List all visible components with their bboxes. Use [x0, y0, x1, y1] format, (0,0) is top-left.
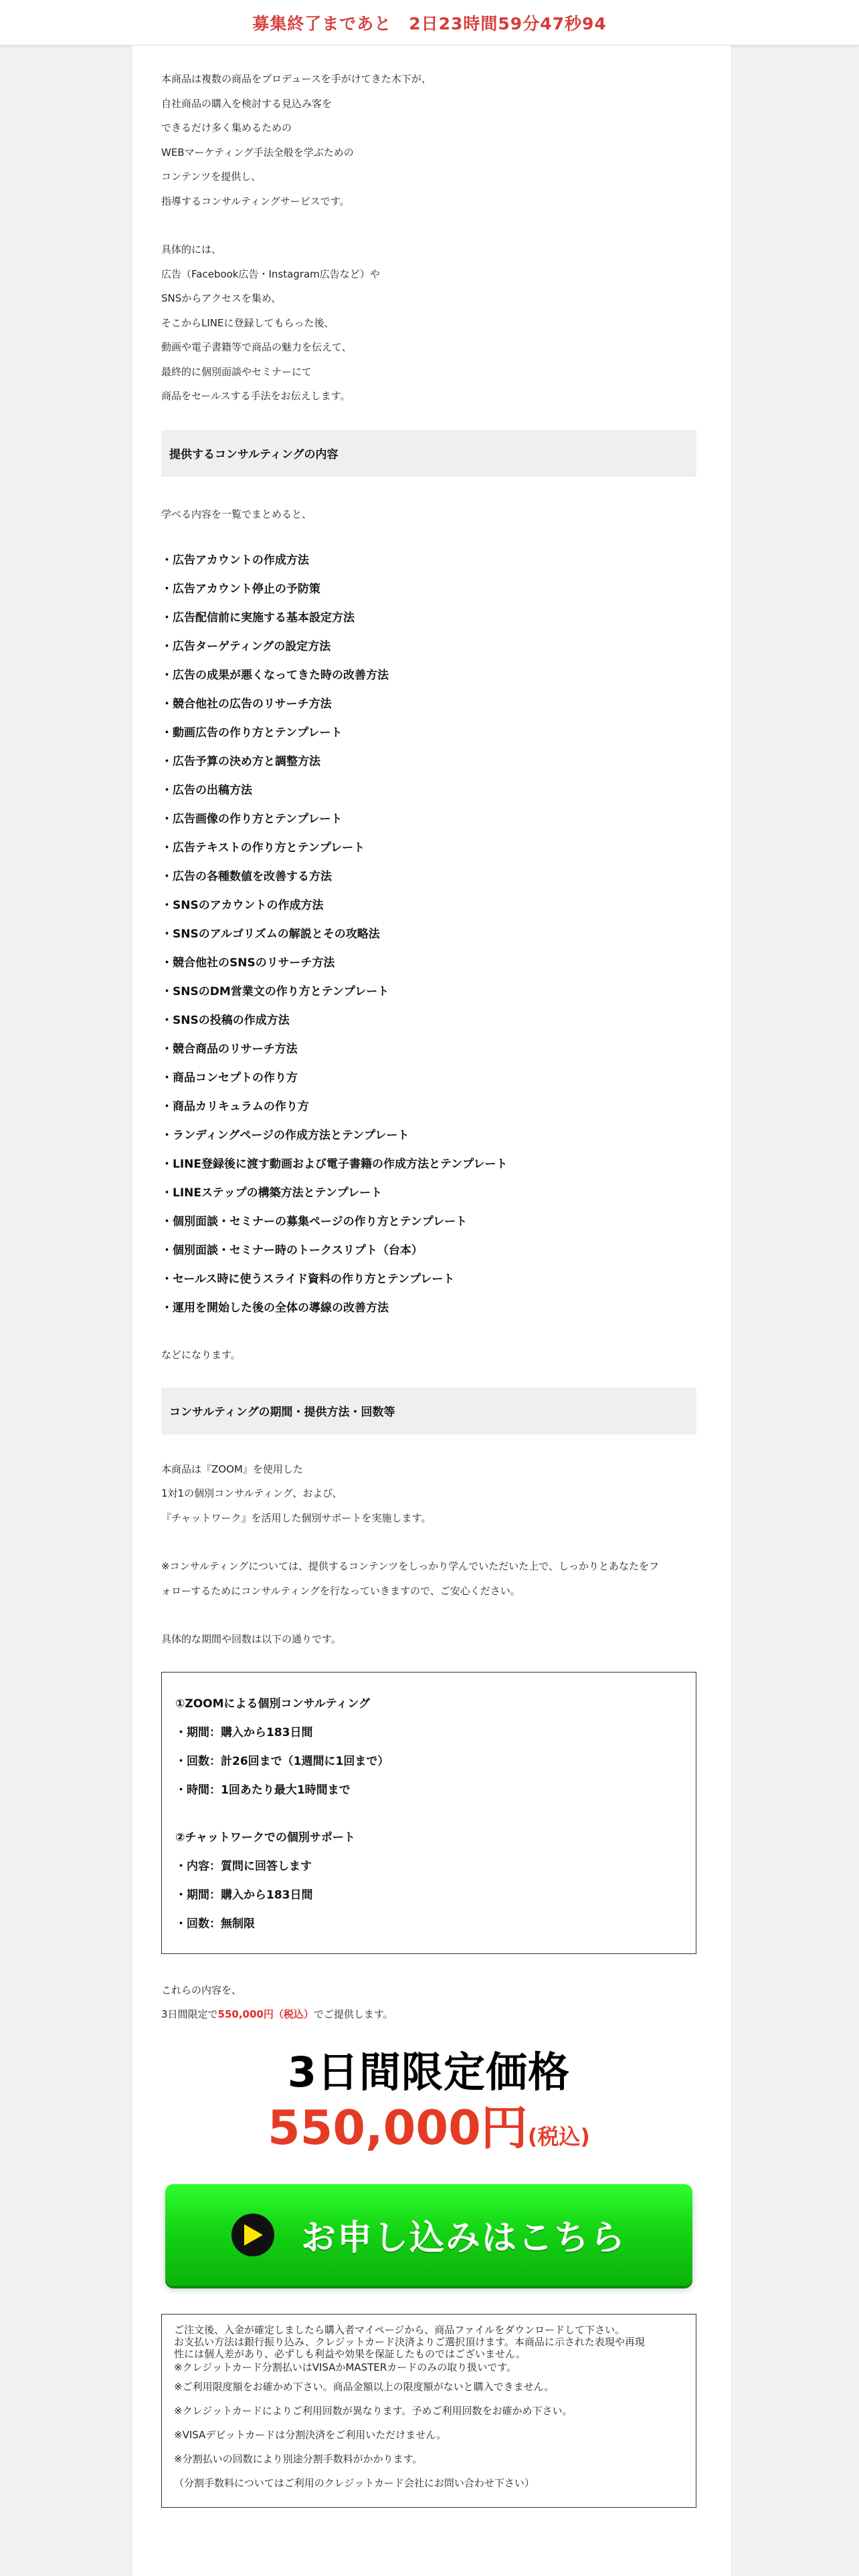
- assurance-line: ※コンサルティングについては、提供するコンテンツをしっかり学んでいただいた上で、しっかりとあなたをフ: [161, 1560, 659, 1572]
- list-item: ・SNSのアカウントの作成方法: [161, 899, 324, 912]
- details-line: 具体的には、: [161, 243, 222, 255]
- list-item: ・動画広告の作り方とテンプレート: [161, 726, 343, 740]
- countdown-timer: 2日23時間59分47秒94: [409, 13, 607, 33]
- chatwork-support-item: ・内容：質問に回答します: [175, 1859, 312, 1873]
- notes-lead-line: ご注文後、入金が確定しましたら購入者マイページから、商品ファイルをダウンロードして下さい。: [174, 2323, 626, 2336]
- list-item: ・運用を開始した後の全体の導線の改善方法: [161, 1301, 389, 1315]
- list-item: ・セールス時に使うスライド資料の作り方とテンプレート: [161, 1273, 455, 1286]
- list-item: ・広告テキストの作り方とテンプレート: [161, 841, 365, 855]
- section1-lead: 学べる内容を一覧でまとめると、: [161, 508, 312, 520]
- details-paragraph: [161, 237, 696, 409]
- list-item: ・競合他社の広告のリサーチ方法: [161, 697, 332, 711]
- offer-paragraph: [161, 1978, 696, 2027]
- chatwork-support-title: ②チャットワークでの個別サポート: [175, 1830, 355, 1844]
- notes-item: （分割手数料についてはご利用のクレジットカード会社にお問い合わせ下さい）: [174, 2476, 535, 2489]
- list-item: ・広告アカウントの作成方法: [161, 554, 309, 567]
- chatwork-support-item: ・期間：購入から183日間: [175, 1888, 313, 1902]
- intro-line: コンテンツを提供し、: [161, 171, 262, 183]
- intro-line: 指導するコンサルティングサービスです。: [161, 195, 350, 207]
- notes-item: ※クレジットカードによりご利用回数が異なります。予めご利用回数をお確かめ下さい。: [174, 2404, 573, 2417]
- list-item: ・SNSのアルゴリズムの解説とその攻略法: [161, 928, 380, 941]
- method-paragraph: [161, 1457, 696, 1531]
- apply-button[interactable]: [165, 2184, 692, 2286]
- intro-paragraph: [161, 67, 696, 213]
- countdown-bar: [0, 0, 859, 45]
- schedule-box: [161, 1672, 696, 1954]
- list-item: ・広告アカウント停止の予防策: [161, 582, 320, 596]
- details-line: 最終的に個別面談やセミナーにて: [161, 365, 312, 378]
- schedule-intro: 具体的な期間や回数は以下の通りです。: [161, 1633, 341, 1645]
- curriculum-list: [161, 546, 696, 1323]
- details-line: SNSからアクセスを集め、: [161, 292, 282, 304]
- zoom-consulting-item: ・期間：購入から183日間: [175, 1725, 313, 1739]
- assurance-line: ォローするためにコンサルティングを行なっていきますので、ご安心ください。: [161, 1584, 520, 1597]
- zoom-consulting-item: ・回数：計26回まで（1週間に1回まで）: [175, 1754, 389, 1768]
- notes-item: ※VISAデビットカードは分割決済をご利用いただけません。: [174, 2428, 447, 2441]
- price-tax: (税込): [527, 2123, 591, 2149]
- list-item: ・SNSの投稿の作成方法: [161, 1014, 290, 1027]
- notes-lead-line: お支払い方法は銀行振り込み、クレジットカード決済よりご選択頂けます。本商品に示された表現や再現: [174, 2335, 645, 2348]
- notes-item: ※分割払いの回数により別途分割手数料がかかります。: [174, 2452, 423, 2465]
- offer-suffix: でご提供します。: [313, 2008, 393, 2020]
- list-item: ・広告ターゲティングの設定方法: [161, 640, 331, 653]
- intro-line: 本商品は複数の商品をプロデュースを手がけてきた木下が、: [161, 73, 432, 85]
- play-circle-icon: [231, 2214, 274, 2256]
- section1-outro: などになります。: [161, 1349, 241, 1361]
- zoom-consulting-title: ①ZOOMによる個別コンサルティング: [175, 1697, 370, 1711]
- method-line: 1対1の個別コンサルティング、および、: [161, 1487, 343, 1499]
- zoom-consulting-item: ・時間：1回あたり最大1時間まで: [175, 1783, 351, 1797]
- content-column: [161, 45, 696, 2508]
- list-item: ・SNSのDM営業文の作り方とテンプレート: [161, 985, 389, 998]
- assurance-paragraph: [161, 1554, 696, 1603]
- notes-lead-line: 性には個人差があり、必ずしも利益や効果を保証したものではございません。: [174, 2347, 526, 2360]
- details-line: 商品をセールスする手法をお伝えします。: [161, 390, 351, 402]
- intro-line: 自社商品の購入を検討する見込み客を: [161, 97, 332, 110]
- list-item: ・LINEステップの構築方法とテンプレート: [161, 1186, 383, 1200]
- list-item: ・広告配信前に実施する基本設定方法: [161, 611, 355, 625]
- section-heading-consulting-terms: コンサルティングの期間・提供方法・回数等: [161, 1388, 696, 1434]
- price-display: [161, 2099, 696, 2169]
- section-heading-consulting-content: 提供するコンサルティングの内容: [161, 430, 696, 477]
- offer-line: これらの内容を、: [161, 1983, 242, 1996]
- offer-price: 550,000円（税込）: [217, 2008, 314, 2020]
- details-line: 動画や電子書籍等で商品の魅力を伝えて、: [161, 341, 352, 353]
- apply-button-label: お申し込みはこちら: [300, 2218, 626, 2258]
- countdown-label: 募集終了まであと: [252, 13, 392, 33]
- list-item: ・広告の各種数値を改善する方法: [161, 870, 332, 883]
- list-item: ・ランディングページの作成方法とテンプレート: [161, 1129, 409, 1142]
- intro-line: できるだけ多く集めるための: [161, 122, 292, 134]
- details-line: 広告（Facebook広告・Instagram広告など）や: [161, 267, 380, 280]
- list-item: ・商品コンセプトの作り方: [161, 1071, 298, 1085]
- offer-prefix: 3日間限定で: [161, 2008, 218, 2020]
- list-item: ・競合商品のリサーチ方法: [161, 1043, 298, 1056]
- list-item: ・個別面談・セミナーの募集ページの作り方とテンプレート: [161, 1215, 468, 1228]
- list-item: ・商品カリキュラムの作り方: [161, 1100, 309, 1113]
- notes-item: ※クレジットカード分割払いはVISAかMASTERカードのみの取り扱いです。: [174, 2361, 517, 2373]
- list-item: ・広告画像の作り方とテンプレート: [161, 813, 343, 826]
- method-line: 『チャットワーク』を活用した個別サポートを実施します。: [161, 1511, 432, 1524]
- content-sheet: [131, 45, 732, 2576]
- offer-line: [161, 2002, 696, 2027]
- list-item: ・広告の成果が悪くなってきた時の改善方法: [161, 669, 389, 682]
- notes-item: ※ご利用限度額をお確かめ下さい。商品金額以上の限度額がないと購入できません。: [174, 2380, 555, 2393]
- list-item: ・広告予算の決め方と調整方法: [161, 755, 320, 768]
- price-title: 3日間限定価格: [287, 2047, 571, 2097]
- list-item: ・広告の出稿方法: [161, 784, 252, 797]
- list-item: ・LINE登録後に渡す動画および電子書籍の作成方法とテンプレート: [161, 1158, 508, 1171]
- price-amount: 550,000円: [267, 2100, 528, 2155]
- method-line: 本商品は『ZOOM』を使用した: [161, 1463, 303, 1475]
- list-item: ・競合他社のSNSのリサーチ方法: [161, 956, 335, 970]
- details-line: そこからLINEに登録してもらった後、: [161, 316, 335, 329]
- chatwork-support-item: ・回数：無制限: [175, 1917, 255, 1931]
- list-item: ・個別面談・セミナー時のトークスリプト（台本）: [161, 1244, 423, 1257]
- purchase-notes: [161, 2314, 696, 2508]
- intro-line: WEBマーケティング手法全般を学ぶための: [161, 146, 354, 158]
